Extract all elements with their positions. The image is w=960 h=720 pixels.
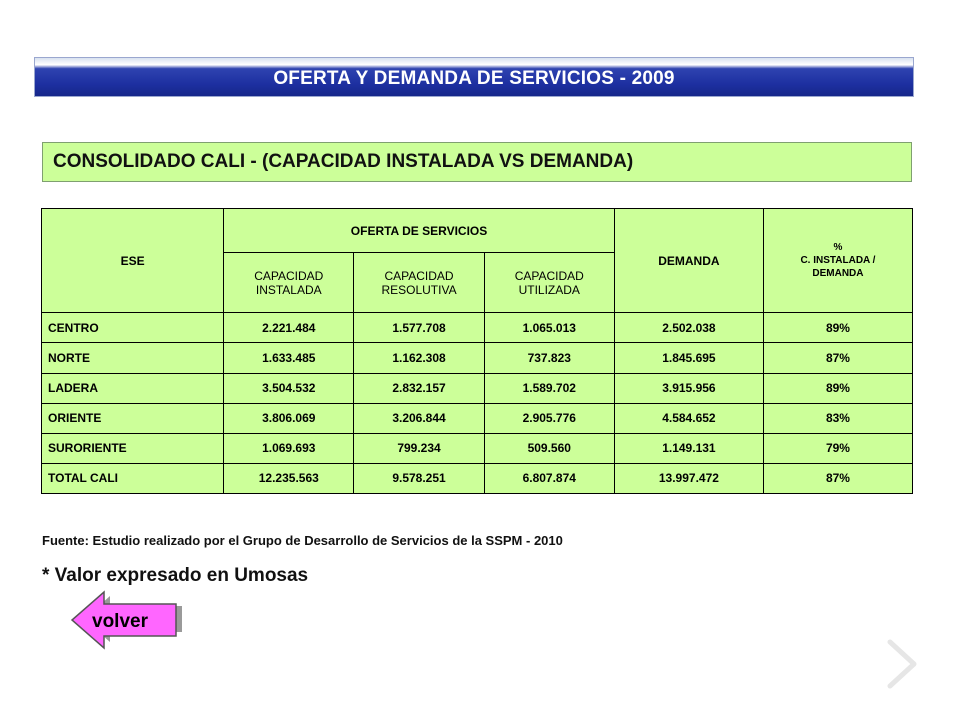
cell-utilizada: 509.560	[484, 433, 614, 463]
chevron-right-icon[interactable]	[880, 636, 924, 692]
cell-utilizada: 1.065.013	[484, 313, 614, 343]
header-text: RESOLUTIVA	[381, 282, 457, 297]
cell-pct: 87%	[763, 463, 912, 493]
header-capacidad-resolutiva	[354, 253, 484, 313]
cell-pct: 89%	[763, 373, 912, 403]
cell-demanda: 1.845.695	[614, 343, 763, 373]
cell-resolutiva: 1.577.708	[354, 313, 484, 343]
cell-instalada: 2.221.484	[224, 313, 354, 343]
page-title: OFERTA Y DEMANDA DE SERVICIOS - 2009	[273, 68, 675, 89]
cell-ese: TOTAL CALI	[42, 463, 224, 493]
cell-ese: SURORIENTE	[42, 433, 224, 463]
cell-pct: 87%	[763, 343, 912, 373]
header-text: UTILIZADA	[518, 282, 580, 297]
header-text: INSTALADA	[255, 282, 322, 297]
back-button[interactable]: volver	[92, 611, 148, 632]
table-row	[42, 343, 913, 373]
cell-utilizada: 2.905.776	[484, 403, 614, 433]
cell-pct: 83%	[763, 403, 912, 433]
source-note: Fuente: Estudio realizado por el Grupo de Desarrollo de Servicios de la SSPM - 2010	[42, 533, 563, 548]
cell-utilizada: 1.589.702	[484, 373, 614, 403]
header-percentage	[763, 209, 912, 313]
cell-demanda: 3.915.956	[614, 373, 763, 403]
header-text: CAPACIDAD	[384, 268, 454, 283]
cell-pct: 79%	[763, 433, 912, 463]
cell-instalada: 1.633.485	[224, 343, 354, 373]
header-capacidad-utilizada	[484, 253, 614, 313]
table-row	[42, 403, 913, 433]
cell-instalada: 3.806.069	[224, 403, 354, 433]
header-text: CAPACIDAD	[514, 268, 584, 283]
cell-utilizada: 737.823	[484, 343, 614, 373]
table-row-total	[42, 463, 913, 493]
cell-demanda: 13.997.472	[614, 463, 763, 493]
cell-resolutiva: 9.578.251	[354, 463, 484, 493]
cell-utilizada: 6.807.874	[484, 463, 614, 493]
cell-pct: 89%	[763, 313, 912, 343]
cell-instalada: 1.069.693	[224, 433, 354, 463]
table-row	[42, 373, 913, 403]
cell-ese: ORIENTE	[42, 403, 224, 433]
capacity-demand-table	[41, 208, 913, 494]
cell-instalada: 3.504.532	[224, 373, 354, 403]
cell-demanda: 2.502.038	[614, 313, 763, 343]
header-demanda: DEMANDA	[614, 209, 763, 313]
section-subtitle: CONSOLIDADO CALI - (CAPACIDAD INSTALADA VS DEMANDA)	[42, 142, 912, 182]
cell-resolutiva: 3.206.844	[354, 403, 484, 433]
header-pct-line3: DEMANDA	[812, 268, 864, 280]
header-ese: ESE	[42, 209, 224, 313]
cell-instalada: 12.235.563	[224, 463, 354, 493]
cell-resolutiva: 799.234	[354, 433, 484, 463]
header-pct-symbol: %	[833, 242, 843, 254]
units-note: * Valor expresado en Umosas	[42, 565, 309, 586]
table-header-row	[42, 209, 913, 253]
title-banner	[34, 57, 914, 97]
table-row	[42, 313, 913, 343]
header-pct-line2: C. INSTALADA /	[800, 255, 876, 267]
cell-ese: CENTRO	[42, 313, 224, 343]
cell-demanda: 1.149.131	[614, 433, 763, 463]
cell-ese: LADERA	[42, 373, 224, 403]
cell-ese: NORTE	[42, 343, 224, 373]
header-capacidad-instalada	[224, 253, 354, 313]
table-row	[42, 433, 913, 463]
header-text: CAPACIDAD	[254, 268, 324, 283]
cell-demanda: 4.584.652	[614, 403, 763, 433]
cell-resolutiva: 1.162.308	[354, 343, 484, 373]
cell-resolutiva: 2.832.157	[354, 373, 484, 403]
header-oferta: OFERTA DE SERVICIOS	[224, 209, 615, 253]
